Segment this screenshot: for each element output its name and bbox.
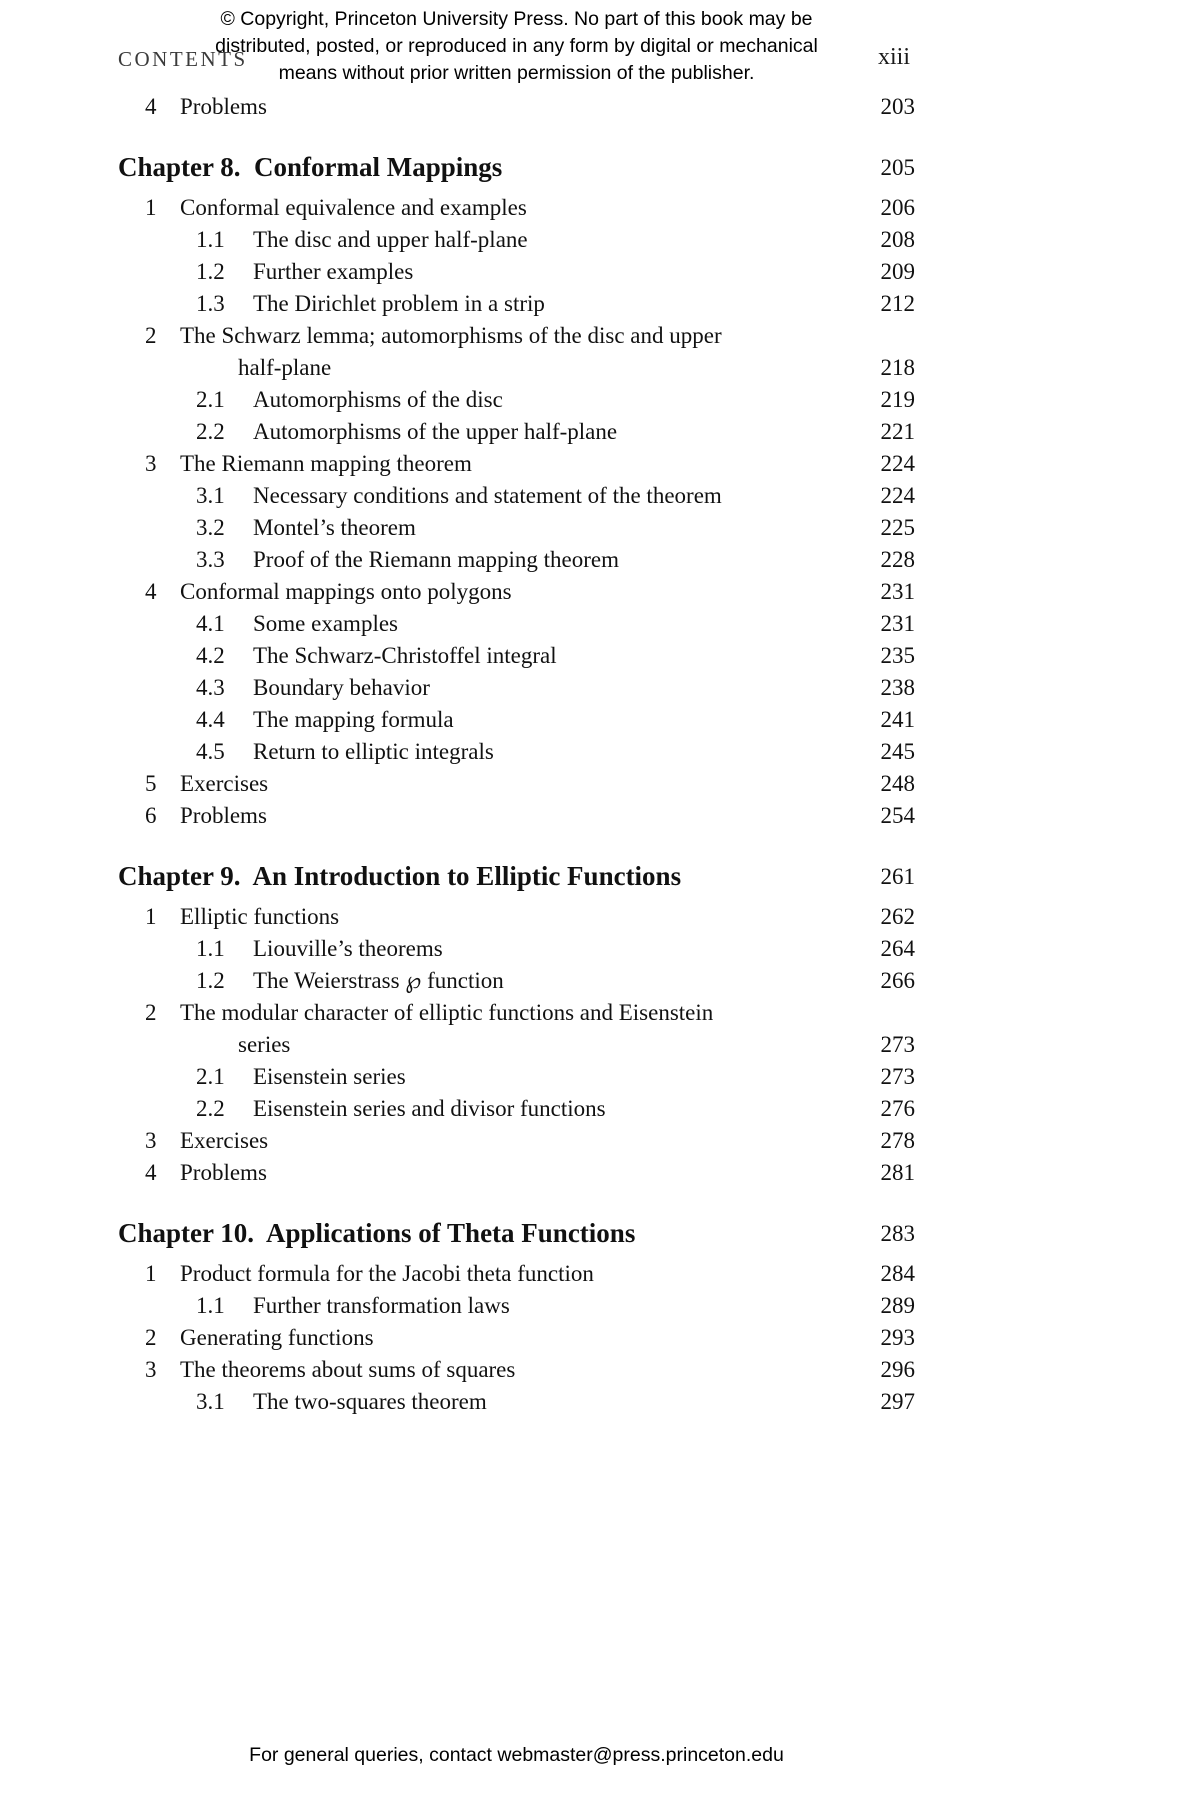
toc-entry-number: 6 <box>145 803 157 828</box>
toc-entry-label-line: Exercises <box>180 771 269 796</box>
toc-entry-number: 4.2 <box>196 643 225 668</box>
toc-entry-label-line: Liouville’s theorems <box>253 936 443 961</box>
toc-entry-number: 2 <box>145 1325 157 1350</box>
toc-entry-number: 1 <box>145 904 157 929</box>
toc-entry-label <box>253 640 869 672</box>
toc-entry-page: 297 <box>880 1389 915 1414</box>
toc-entry <box>0 1322 1200 1354</box>
toc-entry-number: 3 <box>145 1128 157 1153</box>
toc-entry-label-line: Montel’s theorem <box>253 515 416 540</box>
toc-entry-page: 203 <box>880 94 915 119</box>
toc-entry-number: 1.1 <box>196 1293 225 1318</box>
toc-entry-page: 245 <box>880 739 915 764</box>
toc-entry-number: 2.1 <box>196 387 225 412</box>
toc-entry-number: 1.2 <box>196 259 225 284</box>
toc-entry-page: 241 <box>880 707 915 732</box>
toc-entry-number: 1.3 <box>196 291 225 316</box>
toc-entry-label-line: Return to elliptic integrals <box>253 739 494 764</box>
toc-entry <box>0 608 1200 640</box>
chapter-title: Chapter 10. Applications of Theta Functions <box>118 1218 636 1248</box>
toc-entry-label <box>253 416 869 448</box>
toc-entry-label-line: The disc and upper half-plane <box>253 227 528 252</box>
toc-entry-label-line: Automorphisms of the disc <box>253 387 503 412</box>
toc-chapter <box>0 859 1200 1189</box>
toc-entry <box>0 1093 1200 1125</box>
chapter-title: Chapter 8. Conformal Mappings <box>118 152 503 182</box>
toc-entry <box>0 416 1200 448</box>
toc-entry-label-line: The Dirichlet problem in a strip <box>253 291 545 316</box>
toc-entry-number: 4 <box>145 94 157 119</box>
toc-entry-number: 2 <box>145 1000 157 1025</box>
toc-entry-label-line: Automorphisms of the upper half-plane <box>253 419 618 444</box>
toc-entry <box>0 997 1200 1061</box>
toc-entry-number: 4.4 <box>196 707 225 732</box>
toc-entry-label-line: The mapping formula <box>253 707 454 732</box>
toc-entry-page: 225 <box>880 515 915 540</box>
toc-entry <box>0 448 1200 480</box>
toc-entry-label <box>253 224 869 256</box>
toc-entry-label <box>180 576 869 608</box>
toc-entry-label-line: Problems <box>180 803 267 828</box>
toc-entry-label <box>253 1061 869 1093</box>
toc-entry <box>0 192 1200 224</box>
toc-entry-page: 219 <box>880 387 915 412</box>
toc-entry <box>0 480 1200 512</box>
toc-entry-label <box>253 1290 869 1322</box>
toc-entry-number: 5 <box>145 771 157 796</box>
toc-entry <box>0 256 1200 288</box>
toc-entry <box>0 1125 1200 1157</box>
toc-entry <box>0 800 1200 832</box>
toc-entry <box>0 1290 1200 1322</box>
toc-entry <box>0 1258 1200 1290</box>
toc-entry-page: 238 <box>880 675 915 700</box>
toc-entry-label <box>180 997 869 1061</box>
toc-entry-page: 212 <box>880 291 915 316</box>
toc-entry-label <box>253 704 869 736</box>
toc-entry-number: 2 <box>145 323 157 348</box>
toc-entry <box>0 320 1200 384</box>
footer-contact-line: For general queries, contact webmaster@press.princeton.edu <box>249 1744 784 1766</box>
toc-entry-label <box>253 256 869 288</box>
toc-entry-label-line: Generating functions <box>180 1325 374 1350</box>
toc-entry-label <box>253 672 869 704</box>
running-head-contents: CONTENTS <box>118 47 248 71</box>
toc-entry-page: 262 <box>880 904 915 929</box>
toc-entry-label <box>253 288 869 320</box>
toc-entry <box>0 224 1200 256</box>
toc-chapter <box>0 1216 1200 1418</box>
toc <box>0 91 1200 1418</box>
toc-entry-label <box>253 384 869 416</box>
toc-entry-label <box>180 901 869 933</box>
toc-entry-label-line: Product formula for the Jacobi theta function <box>180 1261 594 1286</box>
toc-entry-page: 266 <box>880 968 915 993</box>
toc-entry-page: 293 <box>880 1325 915 1350</box>
toc-entry <box>0 1386 1200 1418</box>
toc-entry-label-line: The Schwarz lemma; automorphisms of the disc and upper <box>180 323 722 348</box>
toc-entry-page: 224 <box>880 483 915 508</box>
toc-entry-page: 254 <box>880 803 915 828</box>
chapter-title: Chapter 9. An Introduction to Elliptic Functions <box>118 861 682 891</box>
toc-entry <box>0 512 1200 544</box>
toc-entry-label-line: The Weierstrass ℘ function <box>253 968 504 993</box>
toc-entry-label-line: Eisenstein series and divisor functions <box>253 1096 606 1121</box>
toc-entry-label-line: half-plane <box>238 355 332 380</box>
toc-entry-label <box>180 320 869 384</box>
copyright-line: distributed, posted, or reproduced in any form by digital or mechanical <box>215 35 818 57</box>
toc-entry <box>0 576 1200 608</box>
toc-entry-page: 273 <box>880 1064 915 1089</box>
toc-entry-label <box>253 1093 869 1125</box>
toc-entry-label-line: The two-squares theorem <box>253 1389 487 1414</box>
toc-entry-number: 3 <box>145 451 157 476</box>
toc-entry-label <box>253 736 869 768</box>
toc-entry-label-line: Necessary conditions and statement of the theorem <box>253 483 722 508</box>
chapter-heading <box>0 859 1200 893</box>
chapter-page: 283 <box>880 1221 915 1246</box>
toc-entry-number: 4.3 <box>196 675 225 700</box>
toc-entry-number: 1.2 <box>196 968 225 993</box>
toc-entry-page: 224 <box>880 451 915 476</box>
toc-entry-number: 1 <box>145 1261 157 1286</box>
toc-entry <box>0 1157 1200 1189</box>
toc-entry-label <box>253 1386 869 1418</box>
toc-entry-number: 3.2 <box>196 515 225 540</box>
toc-entry <box>0 933 1200 965</box>
toc-entry-number: 4.5 <box>196 739 225 764</box>
copyright-line: means without prior written permission of the publisher. <box>278 62 755 84</box>
toc-entry-label <box>180 1258 869 1290</box>
toc-entry-label-line: Problems <box>180 1160 267 1185</box>
toc-entry-number: 3.1 <box>196 483 225 508</box>
toc-entry-page: 206 <box>880 195 915 220</box>
toc-entry <box>0 640 1200 672</box>
toc-entry-page: 273 <box>880 1032 915 1057</box>
chapter-heading <box>0 150 1200 184</box>
toc-entry-label <box>253 965 869 997</box>
toc-entry-number: 2.1 <box>196 1064 225 1089</box>
chapter-page: 205 <box>880 155 915 180</box>
chapter-page: 261 <box>880 864 915 889</box>
toc-entry-page: 209 <box>880 259 915 284</box>
toc-entry <box>0 384 1200 416</box>
toc-entry-number: 3 <box>145 1357 157 1382</box>
toc-entry-number: 4 <box>145 579 157 604</box>
toc-entry-label <box>180 1125 869 1157</box>
toc-entry-number: 1.1 <box>196 227 225 252</box>
toc-entry-label <box>180 800 869 832</box>
toc-entry-number: 3.1 <box>196 1389 225 1414</box>
toc-entry-label-line: Boundary behavior <box>253 675 430 700</box>
toc-entry-page: 208 <box>880 227 915 252</box>
toc-entry-page: 248 <box>880 771 915 796</box>
toc-entry <box>0 1061 1200 1093</box>
toc-entry-page: 281 <box>880 1160 915 1185</box>
toc-entry-page: 228 <box>880 547 915 572</box>
toc-entry-number: 1.1 <box>196 936 225 961</box>
toc-entry-page: 278 <box>880 1128 915 1153</box>
toc-entry-label-line: Further transformation laws <box>253 1293 510 1318</box>
toc-entry-page: 218 <box>880 355 915 380</box>
toc-entry-label-line: The theorems about sums of squares <box>180 1357 516 1382</box>
toc-entry-page: 231 <box>880 611 915 636</box>
toc-entry-label <box>253 480 869 512</box>
toc-entry-label-line: series <box>238 1032 291 1057</box>
toc-entry <box>0 1354 1200 1386</box>
toc-entry-page: 284 <box>880 1261 915 1286</box>
toc-entry-number: 3.3 <box>196 547 225 572</box>
toc-entry <box>0 672 1200 704</box>
copyright-line: © Copyright, Princeton University Press. No part of this book may be <box>220 8 813 30</box>
toc-entry-page: 231 <box>880 579 915 604</box>
toc-entry-number: 2.2 <box>196 419 225 444</box>
toc-entry <box>0 901 1200 933</box>
toc-entry-page: 221 <box>880 419 915 444</box>
toc-entry-label-line: Exercises <box>180 1128 269 1153</box>
toc-entry-page: 235 <box>880 643 915 668</box>
toc-entry-page: 264 <box>880 936 915 961</box>
page-number-roman: xiii <box>877 44 910 70</box>
toc-entry <box>0 288 1200 320</box>
toc-entry-label-line: Elliptic functions <box>180 904 340 929</box>
chapter-heading <box>0 1216 1200 1250</box>
toc-entry-label-line: Further examples <box>253 259 414 284</box>
toc-entry-label-line: Conformal mappings onto polygons <box>180 579 512 604</box>
toc-entry-label-line: Problems <box>180 94 267 119</box>
toc-entry-page: 296 <box>880 1357 915 1382</box>
toc-entry <box>0 965 1200 997</box>
toc-chapter <box>0 150 1200 832</box>
toc-entry-label <box>180 448 869 480</box>
toc-entry-label-line: Proof of the Riemann mapping theorem <box>253 547 620 572</box>
toc-entry-label <box>180 91 869 123</box>
toc-entry-label <box>180 192 869 224</box>
toc-entry-label <box>180 1157 869 1189</box>
toc-entry-page: 276 <box>880 1096 915 1121</box>
toc-entry-label <box>180 1322 869 1354</box>
toc-entry-label-line: Some examples <box>253 611 398 636</box>
toc-entry-label-line: Eisenstein series <box>253 1064 406 1089</box>
toc-entry-label-line: Conformal equivalence and examples <box>180 195 527 220</box>
toc-entry-page: 289 <box>880 1293 915 1318</box>
toc-entry-number: 4 <box>145 1160 157 1185</box>
toc-entry-label <box>180 1354 869 1386</box>
toc-entry-number: 4.1 <box>196 611 225 636</box>
toc-entry-label <box>253 933 869 965</box>
toc-entry-number: 1 <box>145 195 157 220</box>
toc-entry-label-line: The modular character of elliptic functions and Eisenstein <box>180 1000 714 1025</box>
toc-entry-label <box>253 512 869 544</box>
toc-entry <box>0 736 1200 768</box>
toc-entry <box>0 768 1200 800</box>
toc-entry <box>0 704 1200 736</box>
toc-entry-label <box>180 768 869 800</box>
toc-entry-label-line: The Schwarz-Christoffel integral <box>253 643 557 668</box>
toc-entry-label-line: The Riemann mapping theorem <box>180 451 472 476</box>
toc-entry <box>0 91 1200 123</box>
toc-entry-label <box>253 544 869 576</box>
toc-entry-label <box>253 608 869 640</box>
toc-entry-number: 2.2 <box>196 1096 225 1121</box>
toc-entry <box>0 544 1200 576</box>
